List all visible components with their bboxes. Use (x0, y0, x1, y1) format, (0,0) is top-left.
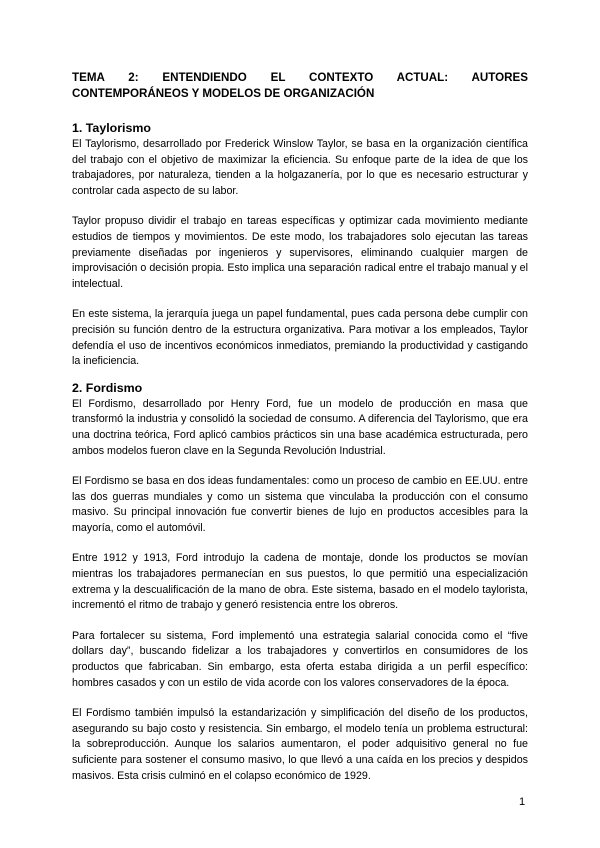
document-page (72, 70, 528, 799)
paragraph: Para fortalecer su sistema, Ford implementó una estrategia salarial conocida como el “five dollars day”, buscando fidelizar a los trabajadores y convertirlos en consumidores de los productos que fabricaban. Sin embargo, esta oferta estaba dirigida a un perfil específico: hombres casados y con un estilo de vida acorde con los valores conservadores de la época. (72, 629, 528, 689)
paragraph: El Taylorismo, desarrollado por Frederick Winslow Taylor, se basa en la organización científica del trabajo con el objetivo de maximizar la eficiencia. Su enfoque parte de la idea de que los trabajadores, por naturaleza, tienden a la holgazanería, por lo que es necesario estructurar y controlar cada aspecto de su labor. (72, 138, 528, 197)
paragraph: En este sistema, la jerarquía juega un papel fundamental, pues cada persona debe cumplir con precisión su función dentro de la estructura organizativa. Para motivar a los empleados, Taylor defendía el uso de incentivos económicos inmediatos, premiando la productividad y castigando la ineficiencia. (72, 308, 528, 368)
paragraph: El Fordismo también impulsó la estandarización y simplificación del diseño de los productos, asegurando su bajo costo y resistencia. Sin embargo, el modelo tenía un problema estructural: la sobreproducción. Aunque los salarios aumentaron, el poder adquisitivo general no fue suficiente para sostener el consumo masivo, lo que llevó a una caída en los precios y despidos masivos. Esta crisis culminó en el colapso económico de 1929. (72, 707, 528, 782)
section-heading: 1. Taylorismo (72, 121, 151, 135)
document-title (72, 70, 528, 102)
page-number: 1 (519, 796, 526, 808)
paragraph: El Fordismo, desarrollado por Henry Ford, fue un modelo de producción en masa que transformó la industria y consolidó la sociedad de consumo. A diferencia del Taylorismo, que era una doctrina teórica, Ford aplicó cambios prácticos sin una base académica estructurada, pero ambos modelos fueron clave en la Segunda Revolución Industrial. (72, 397, 528, 457)
section-taylorismo (72, 121, 528, 370)
paragraph: Taylor propuso dividir el trabajo en tareas específicas y optimizar cada movimiento mediante estudios de tiempos y movimientos. De este modo, los trabajadores solo ejecutan las tareas previamente diseñadas por ingenieros y supervisores, eliminando cualquier margen de improvisación o decisión propia. Esto implica una separación radical entre el trabajo manual y el intelectual. (72, 215, 528, 290)
paragraph: Entre 1912 y 1913, Ford introdujo la cadena de montaje, donde los productos se movían mientras los trabajadores permanecían en sus puestos, lo que permitió una especialización extrema y la descualificación de la mano de obra. Este sistema, basado en el modelo taylorista, incrementó el ritmo de trabajo y generó resistencia entre los obreros. (72, 552, 528, 612)
section-heading: 2. Fordismo (72, 380, 143, 395)
title-line-2: CONTEMPORÁNEOS Y MODELOS DE ORGANIZACIÓN (72, 87, 375, 100)
paragraph: El Fordismo se basa en dos ideas fundamentales: como un proceso de cambio en EE.UU. entre las dos guerras mundiales y como un sistema que vinculaba la producción con el consumo masivo. Su principal innovación fue convertir bienes de lujo en productos accesibles para la mayoría, como el automóvil. (72, 475, 528, 534)
title-line-1: TEMA 2: ENTENDIENDO EL CONTEXTO ACTUAL: AUTORES (72, 71, 528, 84)
section-fordismo (72, 381, 528, 784)
